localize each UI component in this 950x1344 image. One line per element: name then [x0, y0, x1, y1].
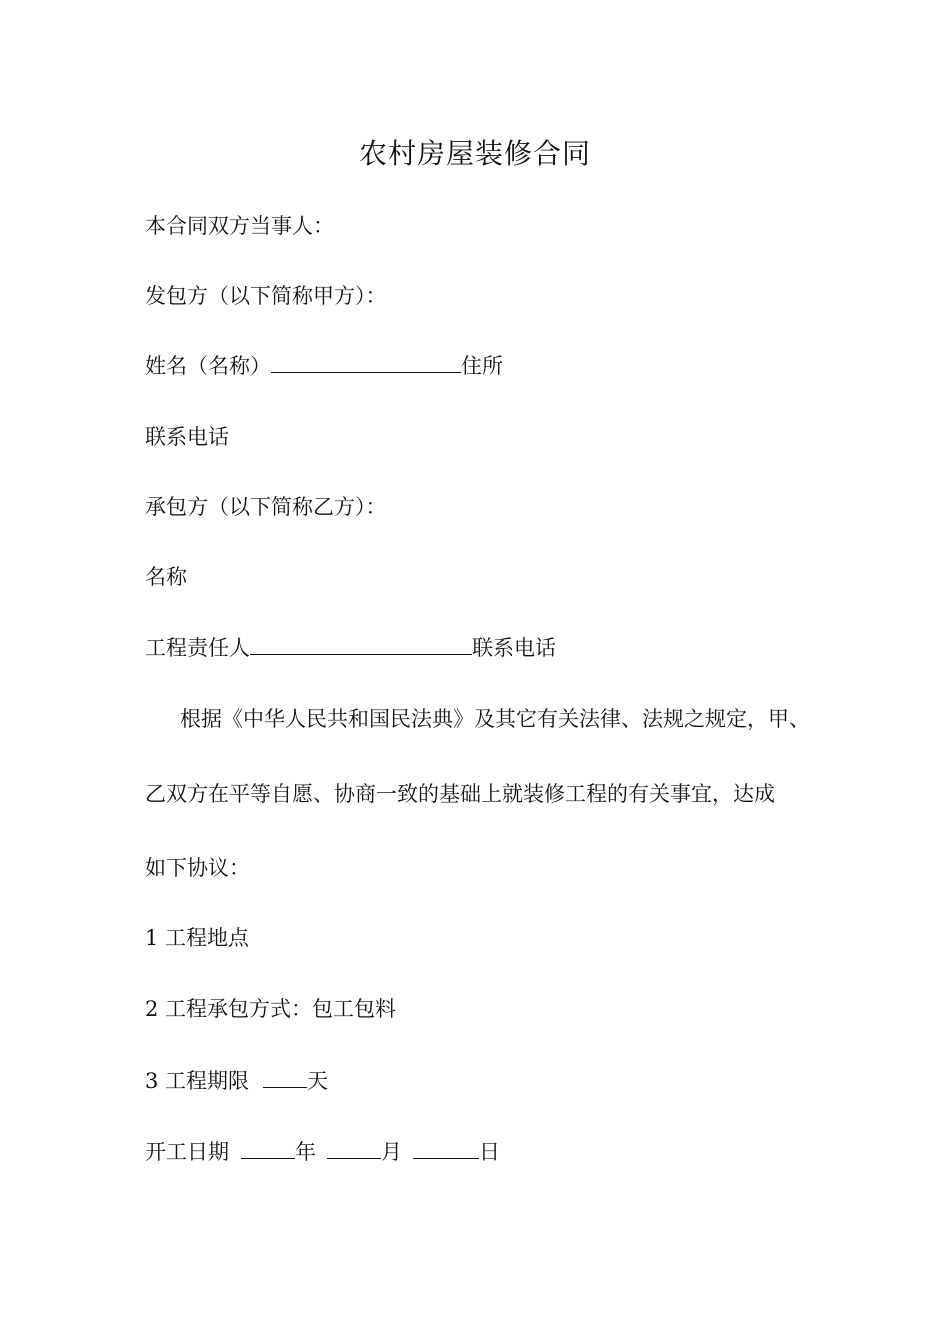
party-a-heading: 发包方（以下简称甲方）：	[145, 284, 387, 308]
party-b-phone-label: 联系电话	[472, 636, 556, 660]
party-a-phone-label: 联系电话	[145, 425, 229, 449]
party-a-name-label: 姓名（名称）	[145, 354, 271, 378]
month-blank	[327, 1138, 381, 1159]
preamble-line-3: 如下协议：	[145, 856, 250, 880]
party-b-manager-line	[145, 633, 556, 663]
party-b-manager-label: 工程责任人	[145, 636, 250, 660]
preamble-line-1: 根据《中华人民共和国民法典》及其它有关法律、法规之规定，甲、	[180, 707, 810, 731]
duration-blank	[263, 1067, 307, 1088]
party-b-heading: 承包方（以下简称乙方）：	[145, 495, 387, 519]
party-b-name-label: 名称	[145, 565, 187, 589]
clause-3-line	[145, 1066, 328, 1096]
party-a-name-blank	[271, 352, 461, 373]
party-a-address-label: 住所	[461, 354, 503, 378]
document-title: 农村房屋装修合同	[358, 137, 591, 170]
clause-1: 1 工程地点	[145, 926, 250, 950]
duration-unit: 天	[307, 1069, 329, 1093]
month-unit: 月	[381, 1140, 402, 1164]
day-unit: 日	[479, 1140, 500, 1164]
day-blank	[413, 1138, 479, 1159]
clause-3-label: 3 工程期限	[145, 1069, 250, 1093]
party-b-manager-blank	[250, 634, 472, 655]
clause-2: 2 工程承包方式：包工包料	[145, 997, 397, 1021]
start-date-line	[145, 1137, 500, 1167]
preamble-line-2: 乙双方在平等自愿、协商一致的基础上就装修工程的有关事宜，达成	[145, 782, 775, 806]
start-date-label: 开工日期	[145, 1140, 229, 1164]
party-a-name-line	[145, 351, 503, 381]
year-unit: 年	[295, 1140, 316, 1164]
parties-intro: 本合同双方当事人：	[145, 214, 334, 238]
year-blank	[241, 1138, 295, 1159]
